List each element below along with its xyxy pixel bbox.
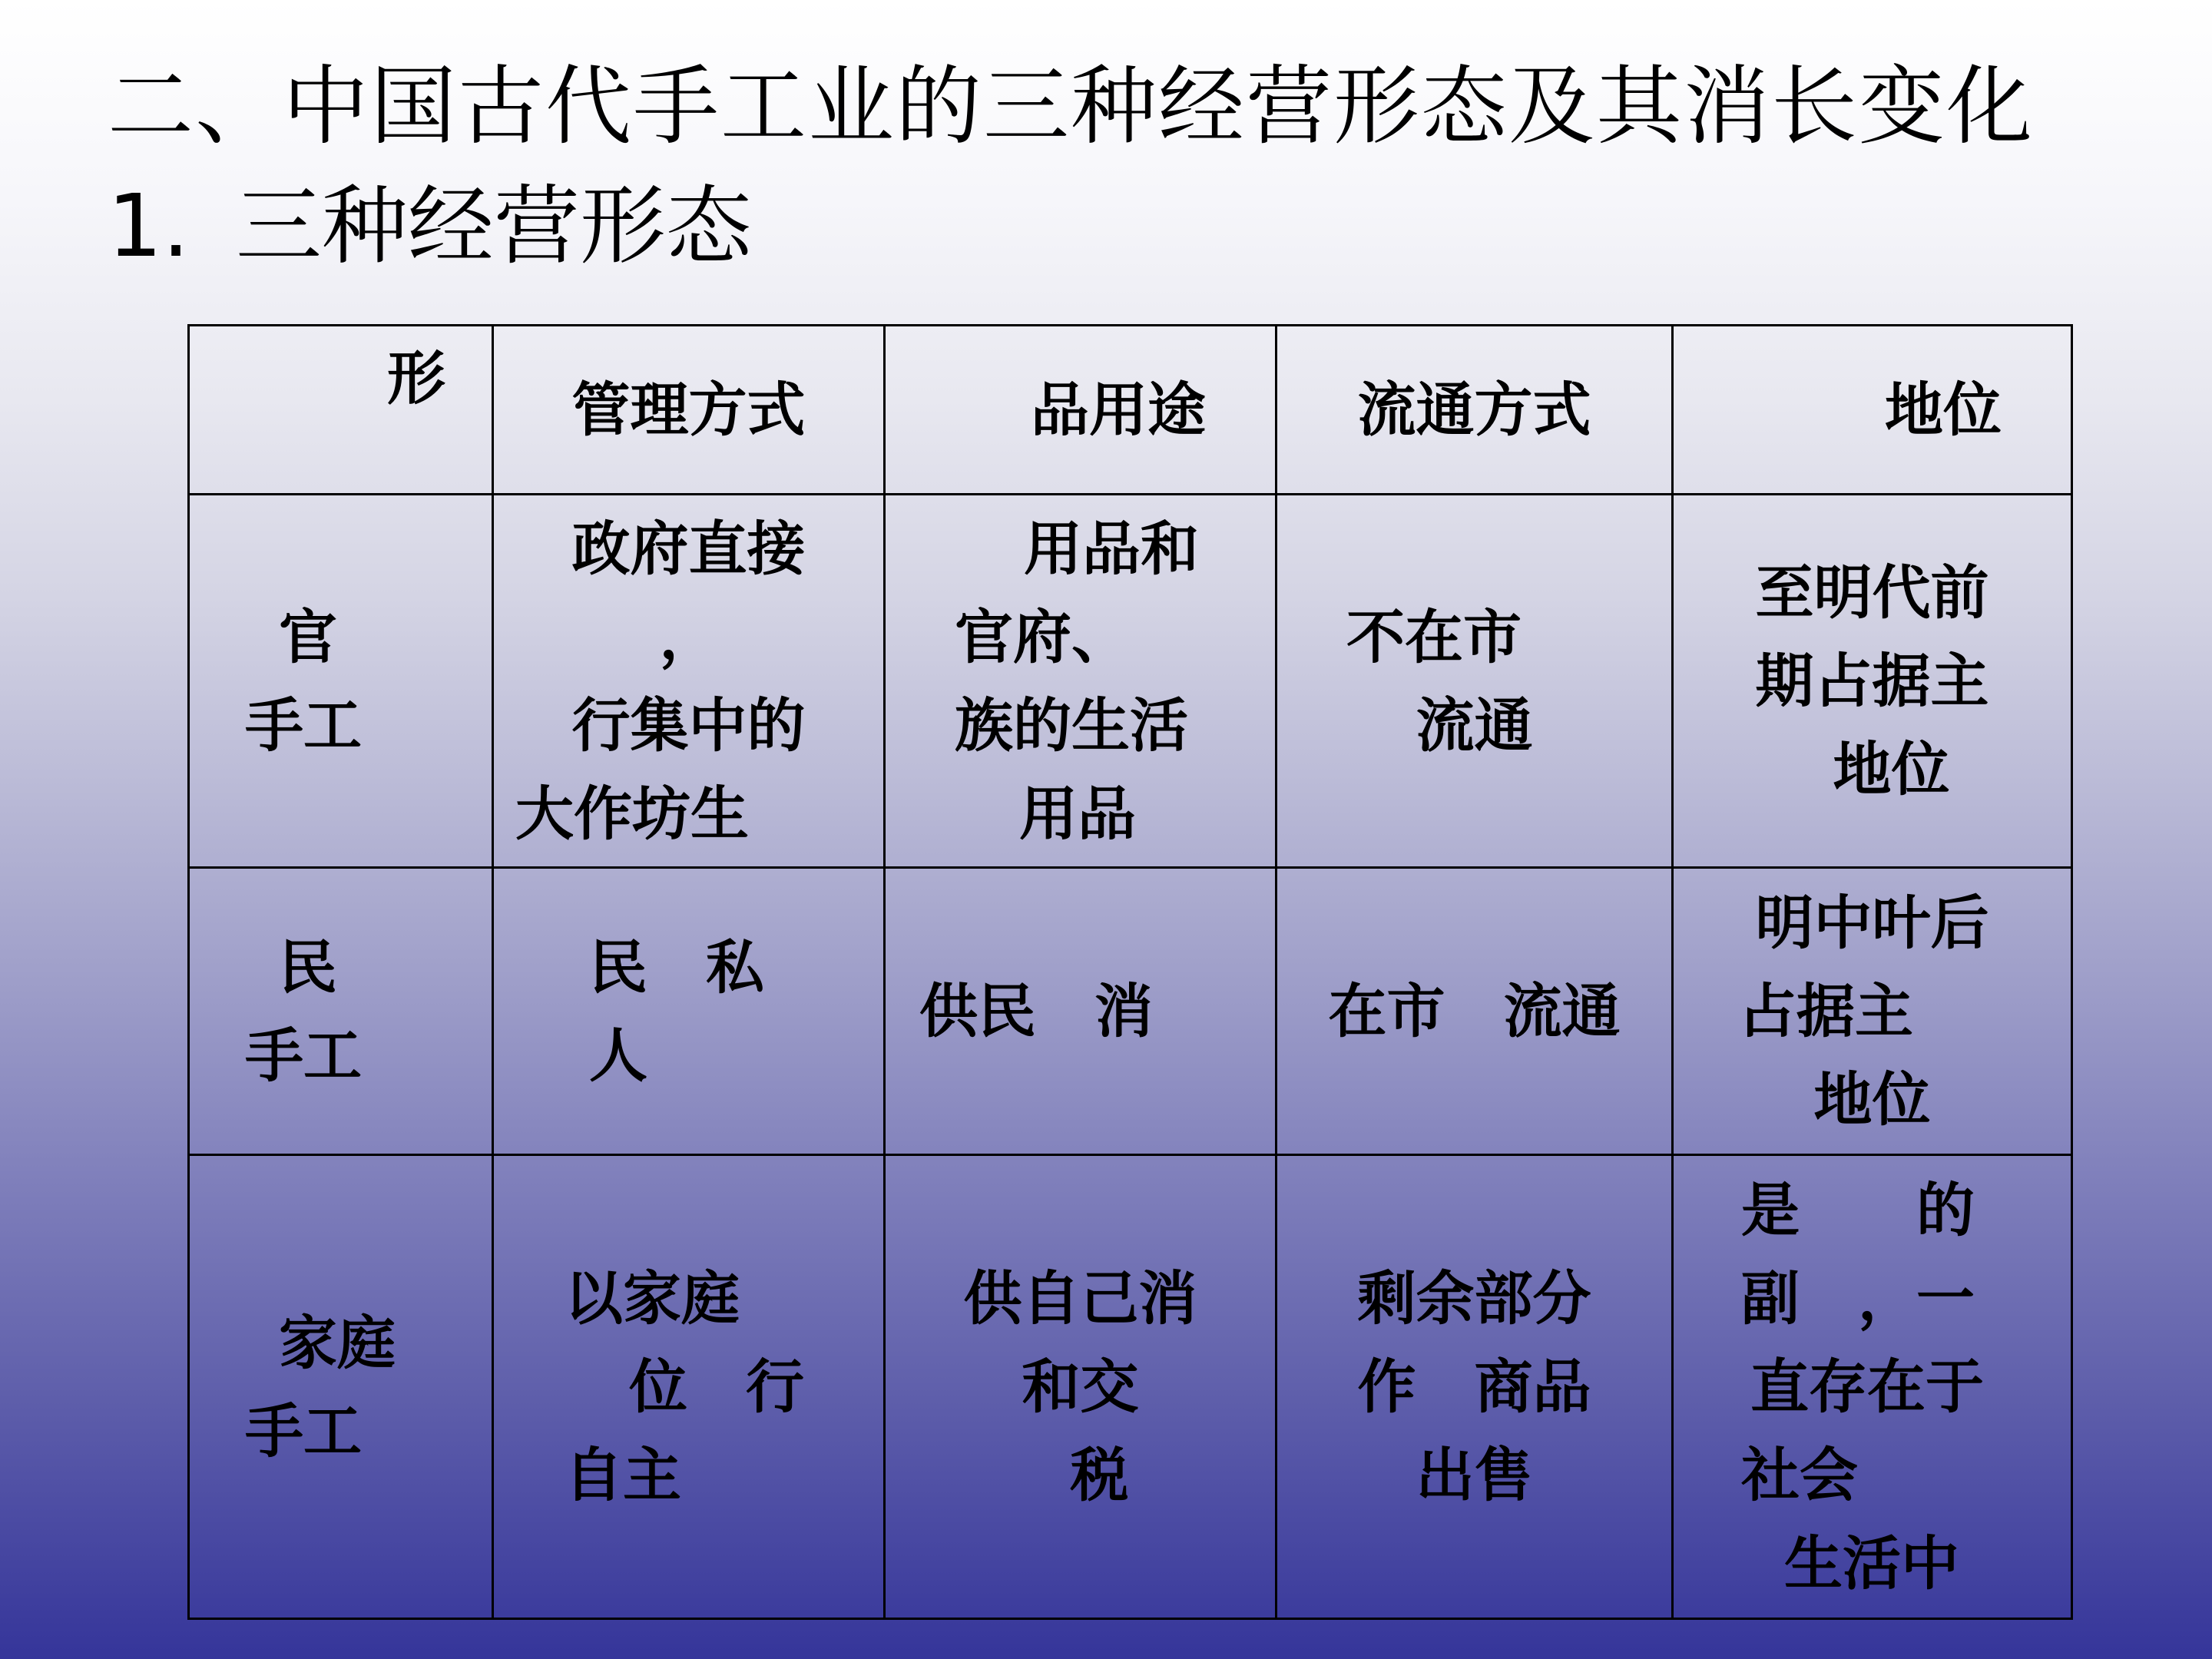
management-cell <box>493 495 885 868</box>
cell-line: 作 商品 <box>1357 1353 1591 1421</box>
cell-line: 至明代前 <box>1755 558 1989 627</box>
cell-line: 副 ，一 <box>1741 1264 1975 1333</box>
cell-line: 明中叶后 <box>1755 889 1989 957</box>
usage-cell <box>885 1155 1277 1619</box>
cell-line: 占据主 <box>1738 977 1913 1045</box>
header-management: 管理方式 <box>493 326 885 495</box>
management-cell <box>493 868 885 1155</box>
row-label-cell <box>189 495 493 868</box>
cell-line: ， <box>659 602 718 671</box>
usage-cell <box>885 868 1277 1155</box>
table-row <box>189 868 2072 1155</box>
cell-line: 社会 <box>1741 1441 1858 1509</box>
cell-line: 出售 <box>1416 1441 1533 1509</box>
cell-line: 直存在于 <box>1750 1353 1984 1421</box>
row-label-line: 民 <box>279 932 337 1002</box>
usage-cell <box>885 495 1277 868</box>
header-usage: 品用途 <box>885 326 1277 495</box>
row-label-cell <box>189 1155 493 1619</box>
row-label-line: 手工 <box>245 690 362 760</box>
management-forms-table <box>187 324 2073 1620</box>
cell-line: 族的生活 <box>955 690 1188 760</box>
cell-line: 政府直接 <box>571 514 806 583</box>
management-cell <box>493 1155 885 1619</box>
row-label-line: 家庭 <box>279 1308 396 1377</box>
corner-header-cell: 形 <box>189 326 493 495</box>
row-label-line: 手工 <box>245 1021 362 1090</box>
row-label-line: 官 <box>279 602 337 671</box>
section-number: 1. <box>108 177 190 276</box>
cell-line: 自主 <box>565 1441 681 1509</box>
circulation-cell <box>1277 1155 1673 1619</box>
section-heading-text: 三种经营形态 <box>235 177 752 276</box>
circulation-cell <box>1277 868 1673 1155</box>
cell-line: 地位 <box>1833 735 1950 803</box>
section-heading <box>108 175 752 278</box>
cell-line: 地位 <box>1813 1065 1931 1134</box>
row-label-cell <box>189 868 493 1155</box>
cell-line: 税 <box>1070 1441 1129 1509</box>
cell-line: 用品 <box>1019 779 1136 848</box>
cell-line: 不在市 <box>1346 602 1522 671</box>
status-cell <box>1673 868 2072 1155</box>
cell-line: 位 行 <box>629 1353 804 1421</box>
circulation-cell <box>1277 495 1673 868</box>
cell-line: 期占据主 <box>1755 647 1989 715</box>
cell-line: 供自己消 <box>963 1264 1197 1333</box>
cell-line: 在市 流通 <box>1328 977 1621 1045</box>
cell-line: 生活中 <box>1784 1529 1959 1598</box>
cell-line: 以家庭 <box>565 1264 740 1333</box>
slide-title: 二、中国古代手工业的三种经营形态及其消长变化 <box>108 57 2034 157</box>
cell-line: 剩余部分 <box>1357 1264 1591 1333</box>
table-row <box>189 495 2072 868</box>
cell-line: 是 的 <box>1741 1176 1975 1244</box>
table-header-row <box>189 326 2072 495</box>
cell-line: 人 <box>589 1021 647 1090</box>
header-circulation: 流通方式 <box>1277 326 1673 495</box>
cell-line: 用品和 <box>1024 514 1199 583</box>
cell-line: 大作坊生 <box>515 779 749 848</box>
cell-line: 民 私 <box>589 932 764 1002</box>
cell-line: 流通 <box>1416 690 1533 760</box>
cell-line: 官府、 <box>955 602 1130 671</box>
cell-line: 行集中的 <box>571 690 806 760</box>
table-row <box>189 1155 2072 1619</box>
header-status: 地位 <box>1673 326 2072 495</box>
cell-line: 和交 <box>1022 1353 1139 1421</box>
status-cell <box>1673 1155 2072 1619</box>
cell-line: 供民 消 <box>919 977 1153 1045</box>
status-cell <box>1673 495 2072 868</box>
row-label-line: 手工 <box>245 1396 362 1465</box>
